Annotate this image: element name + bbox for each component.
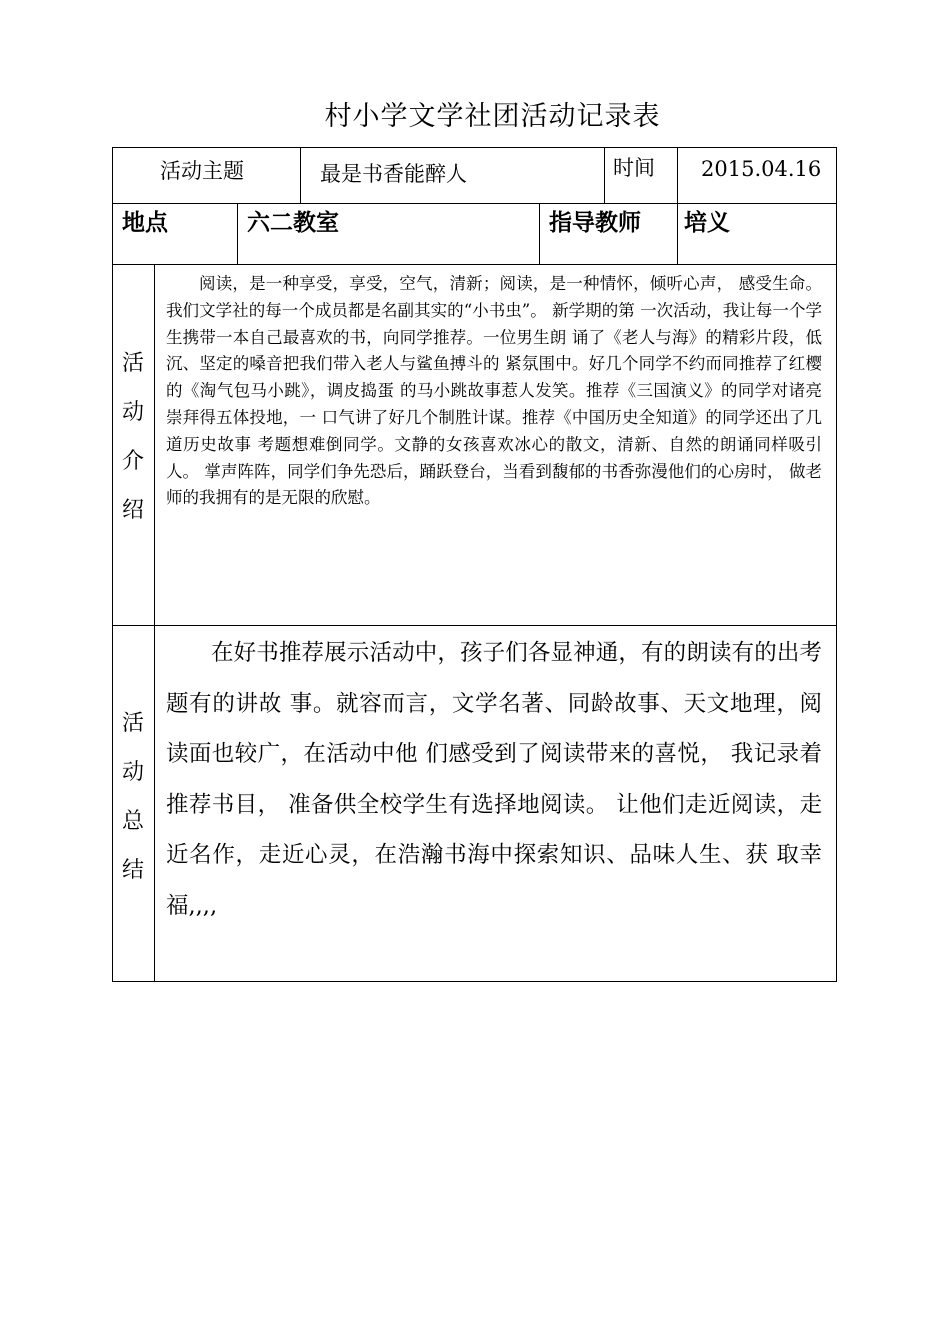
activity-record-table [112,147,837,982]
summary-label [112,699,154,895]
time-value: 2015.04.16 [701,157,822,181]
document-title: 村小学文学社团活动记录表 [324,101,661,132]
theme-label: 活动主题 [160,159,244,183]
summary-label-char: 总 [121,809,144,834]
summary-label-char: 动 [121,760,144,785]
intro-label-char: 动 [121,400,144,425]
row2-divider [112,264,837,265]
row1-col-divider-3 [677,147,678,204]
row2-col-divider-1 [237,203,238,265]
table-border-right [836,147,837,982]
intro-divider [112,625,837,626]
location-value: 六二教室 [247,210,339,236]
summary-text: 在好书推荐展示活动中，孩子们各显神通，有的朗读有的出考题有的讲故 事。就容而言，文学名著、同龄故事、天文地理，阅读面也较广，在活动中他 们感受到了阅读带来的喜悦， 我记录着推荐书目， 准备供全校学生有选择地阅读。 让他们走近阅读，走近名作，走近心灵，在浩瀚书海中探索知识、品味人生、获 取幸福,,,, [166,640,822,919]
teacher-value: 培义 [684,210,730,236]
theme-value: 最是书香能醉人 [320,162,467,186]
intro-label-char: 活 [121,351,144,376]
row2-col-divider-2 [539,203,540,265]
row1-divider [112,203,837,204]
summary-label-char: 活 [121,711,144,736]
table-border-bottom [112,981,837,982]
intro-label-char: 绍 [121,498,144,523]
summary-label-char: 结 [121,858,144,883]
intro-label [112,339,154,535]
row1-col-divider-2 [604,147,605,204]
row1-col-divider-1 [300,147,301,204]
intro-text: 阅读，是一种享受，享受，空气，清新；阅读，是一种情怀，倾听心声， 感受生命。我们文学社的每一个成员都是名副其实的“小书虫”。 新学期的第 一次活动，我让每一个学生携带一本自己最喜欢的书，向同学推荐。一位男生朗 诵了《老人与海》的精彩片段，低沉、坚定的嗓音把我们带入老人与鲨鱼搏斗的 紧氛围中。好几个同学不约而同推荐了红樱的《淘气包马小跳》，调皮捣蛋 的马小跳故事惹人发笑。推荐《三国演义》的同学对诸亮崇拜得五体投地，一 口气讲了好几个制胜计谋。推荐《中国历史全知道》的同学还出了几道历史故事 考题想难倒同学。文静的女孩喜欢冰心的散文，清新、自然的朗诵同样吸引人。 掌声阵阵，同学们争先恐后，踊跃登台，当看到馥郁的书香弥漫他们的心房时， 做老师的我拥有的是无限的欣慰。 [166,274,822,508]
intro-label-char: 介 [121,449,144,474]
label-column-divider [154,264,155,982]
table-border-top [112,147,837,148]
time-label: 时间 [613,156,655,180]
location-label: 地点 [122,210,168,236]
row2-col-divider-3 [677,203,678,265]
teacher-label: 指导教师 [549,210,641,236]
